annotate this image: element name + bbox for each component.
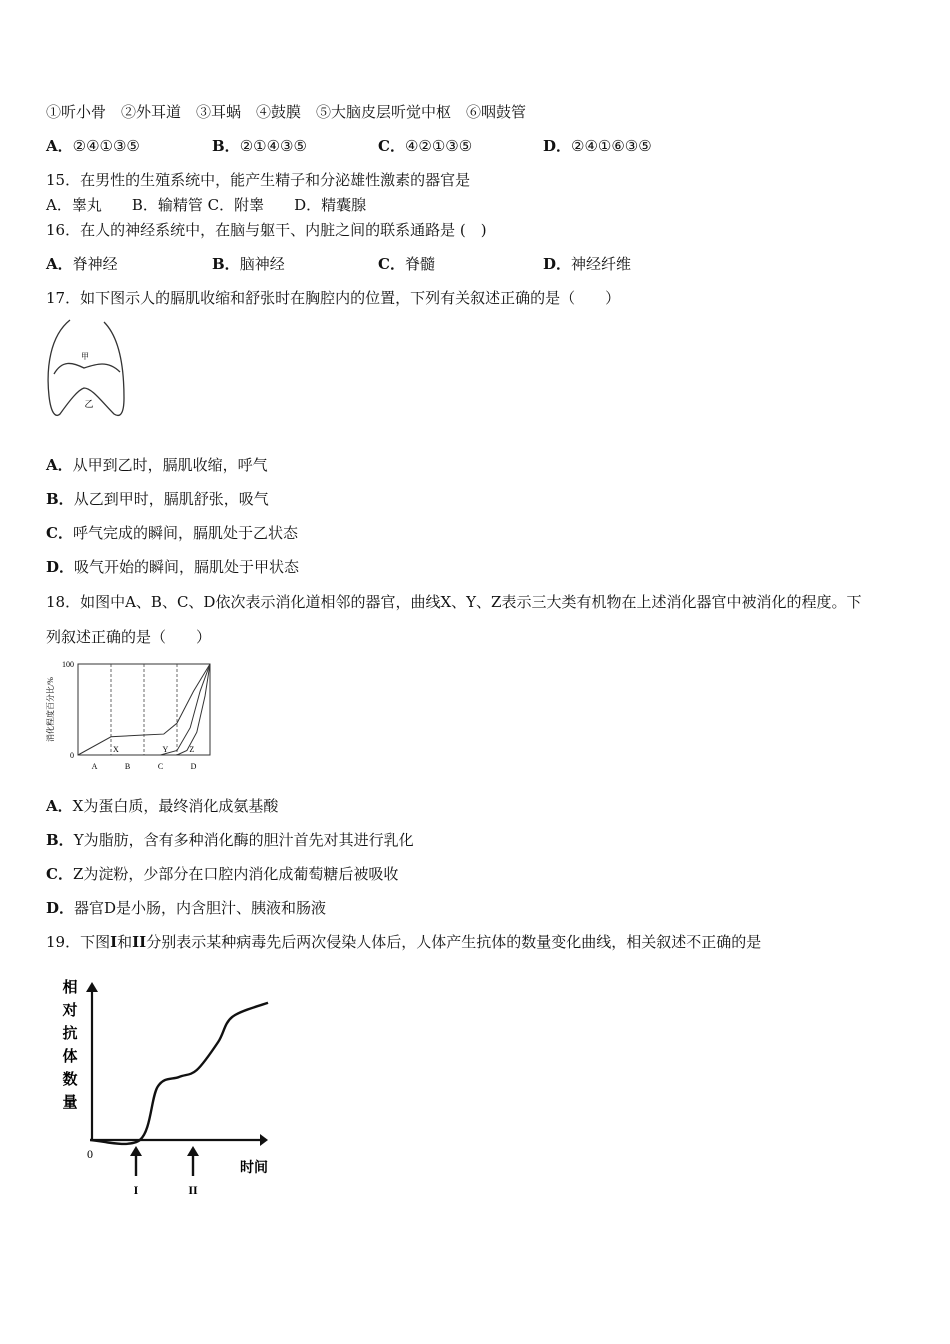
q19-stem-mid: 和 — [117, 933, 133, 951]
option-text: 吸气开始的瞬间，膈肌处于甲状态 — [74, 558, 300, 576]
option-text: 脊髓 — [404, 255, 435, 273]
y-axis-label-char: 相 — [62, 980, 78, 996]
q16-option-d[interactable] — [543, 254, 631, 274]
option-letter: C． — [46, 865, 73, 883]
label-upper: 甲 — [81, 352, 89, 361]
q14-option-c[interactable] — [378, 136, 472, 156]
option-letter: B． — [212, 137, 240, 155]
option-text: ②①④③⑤ — [239, 137, 307, 155]
q15-options[interactable]: A．睾丸 B．输精管 C．附睾 D．精囊腺 — [46, 196, 367, 214]
option-letter: D． — [46, 899, 75, 917]
option-text: 呼气完成的瞬间，膈肌处于乙状态 — [72, 524, 298, 542]
y-axis-label-char: 数 — [62, 1072, 78, 1088]
option-letter: A． — [46, 797, 73, 815]
antibody-curve — [90, 1003, 268, 1144]
option-letter: A． — [46, 456, 73, 474]
x-axis-label: 时间 — [240, 1161, 268, 1176]
option-letter: C． — [378, 137, 405, 155]
option-text: 脑神经 — [239, 255, 285, 273]
option-letter: D． — [543, 137, 572, 155]
infection-label-1: I — [133, 1183, 139, 1197]
antibody-chart — [50, 970, 290, 1200]
option-text: X为蛋白质，最终消化成氨基酸 — [72, 797, 279, 815]
option-letter: B． — [46, 490, 74, 508]
option-text: 脊神经 — [72, 255, 118, 273]
infection-arrowhead — [130, 1146, 142, 1156]
q14-option-d[interactable] — [543, 136, 652, 156]
q18-option-b[interactable] — [46, 830, 414, 850]
infection-arrowhead — [187, 1146, 199, 1156]
q16-option-c[interactable] — [378, 254, 435, 274]
curve-label-x: X — [113, 745, 119, 754]
q14-items: ①听小骨 ②外耳道 ③耳蜗 ④鼓膜 ⑤大脑皮层听觉中枢 ⑥咽鼓管 — [46, 103, 527, 121]
x-category-label: C — [157, 762, 164, 771]
option-letter: B． — [46, 831, 74, 849]
x-category-label: D — [190, 762, 197, 771]
y-axis-label: 消化程度百分比/% — [46, 677, 55, 742]
y-axis-arrowhead — [86, 982, 98, 992]
y-axis-label-char: 对 — [62, 1003, 78, 1019]
q17-option-c[interactable] — [46, 523, 298, 543]
q14-option-a[interactable] — [46, 136, 140, 156]
option-letter: C． — [46, 524, 73, 542]
y-tick-label: 100 — [62, 660, 74, 669]
origin-label: 0 — [87, 1147, 93, 1161]
option-text: Y为脂肪，含有多种消化酶的胆汁首先对其进行乳化 — [73, 831, 414, 849]
y-axis-label-char: 量 — [62, 1095, 78, 1111]
option-text: ②④①③⑤ — [72, 137, 140, 155]
diaphragm-figure — [44, 318, 130, 422]
q18-stem-line2: 列叙述正确的是（ ） — [46, 628, 212, 646]
q19-stem — [46, 932, 761, 952]
option-letter: C． — [378, 255, 405, 273]
y-tick-label: 0 — [70, 751, 74, 760]
q19-stem-pre: 19．下图 — [46, 933, 111, 951]
curve-label-z: Z — [189, 745, 195, 754]
option-text: 器官D是小肠，内含胆汁、胰液和肠液 — [74, 899, 327, 917]
q18-option-c[interactable] — [46, 864, 398, 884]
option-text: 从乙到甲时，膈肌舒张，吸气 — [73, 490, 269, 508]
y-axis-label-char: 体 — [62, 1049, 78, 1065]
digestion-chart — [44, 656, 226, 776]
q15-stem: 15．在男性的生殖系统中，能产生精子和分泌雄性激素的器官是 — [46, 171, 471, 189]
option-text: ④②①③⑤ — [404, 137, 473, 155]
q19-stem-post: 分别表示某种病毒先后两次侵染人体后，人体产生抗体的数量变化曲线，相关叙述不正确的是 — [146, 933, 762, 951]
q17-option-a[interactable] — [46, 455, 268, 475]
q17-option-d[interactable] — [46, 557, 299, 577]
option-text: 神经纤维 — [571, 255, 632, 273]
option-letter: D． — [543, 255, 572, 273]
q16-option-a[interactable] — [46, 254, 118, 274]
y-axis-label-char: 抗 — [62, 1026, 78, 1042]
option-letter: A． — [46, 137, 73, 155]
q18-option-d[interactable] — [46, 898, 326, 918]
q16-stem: 16．在人的神经系统中，在脑与躯干、内脏之间的联系通路是 ( ) — [46, 221, 487, 239]
x-category-label: A — [91, 762, 98, 771]
q17-stem: 17．如下图示人的膈肌收缩和舒张时在胸腔内的位置，下列有关叙述正确的是（ ） — [46, 289, 621, 307]
option-letter: A． — [46, 255, 73, 273]
option-letter: B． — [212, 255, 240, 273]
label-lower: 乙 — [84, 399, 94, 409]
option-text: 从甲到乙时，膈肌收缩，呼气 — [72, 456, 268, 474]
q17-option-b[interactable] — [46, 489, 269, 509]
diaphragm-curve-upper — [54, 363, 120, 374]
q19-label-i: I — [110, 933, 118, 951]
option-letter: D． — [46, 558, 75, 576]
x-category-label: B — [124, 762, 131, 771]
q14-option-b[interactable] — [212, 136, 307, 156]
infection-label-2: II — [188, 1183, 198, 1197]
x-axis-arrowhead — [260, 1134, 268, 1146]
q18-stem-line1: 18．如图中A、B、C、D依次表示消化道相邻的器官，曲线X、Y、Z表示三大类有机物在上述消化器官中被消化的程度。下 — [46, 593, 862, 611]
q19-label-ii: II — [132, 933, 147, 951]
q16-option-b[interactable] — [212, 254, 285, 274]
option-text: ②④①⑥③⑤ — [571, 137, 652, 155]
curve-label-y: Y — [162, 745, 169, 754]
option-text: Z为淀粉，少部分在口腔内消化成葡萄糖后被吸收 — [72, 865, 399, 883]
q18-option-a[interactable] — [46, 796, 278, 816]
